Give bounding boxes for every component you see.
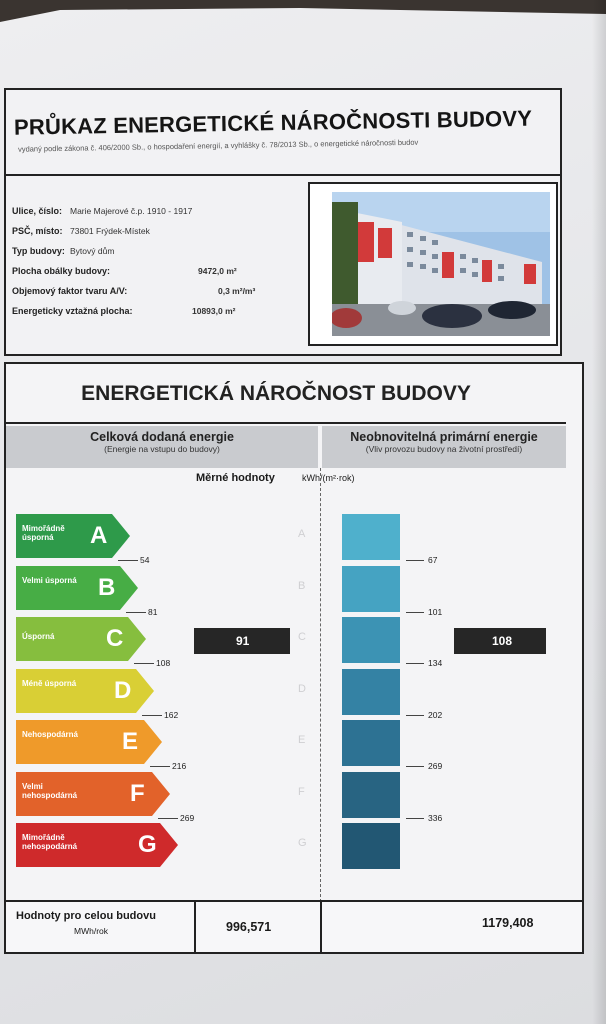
info-value: 9472,0 m² xyxy=(198,266,237,276)
class-letter: A xyxy=(90,522,108,549)
energy-performance-section xyxy=(4,362,584,954)
class-name: Úsporná xyxy=(22,632,55,641)
totals-divider xyxy=(320,902,322,952)
primary-energy-block-a xyxy=(342,514,400,560)
building-photo-frame xyxy=(308,182,558,346)
values-label: Měrné hodnoty xyxy=(196,472,275,484)
class-name: Mimořádně nehospodárná xyxy=(22,833,78,851)
class-name: Méně úsporná xyxy=(22,678,77,688)
certificate-header xyxy=(4,88,562,356)
section-divider xyxy=(6,422,566,424)
left-limit-label: 54 xyxy=(140,555,150,565)
class-letter: D xyxy=(114,676,132,704)
class-arrow-f xyxy=(16,772,172,816)
right-column-title: Neobnovitelná primární energie xyxy=(350,430,538,444)
class-name: Mimořádně úsporná xyxy=(22,524,65,542)
right-total-value: 1179,408 xyxy=(482,916,534,930)
class-letter-faint: F xyxy=(298,785,305,798)
class-letter-faint: B xyxy=(298,579,306,592)
left-limit-label: 216 xyxy=(172,761,187,771)
class-letter: E xyxy=(122,728,139,755)
left-limit-label: 108 xyxy=(156,658,171,668)
class-arrow-a xyxy=(16,514,132,558)
totals-row xyxy=(6,900,582,952)
info-label: Ulice, číslo: xyxy=(12,206,63,216)
right-limit-label: 101 xyxy=(428,606,443,617)
right-rating-badge xyxy=(454,628,546,654)
class-letter: G xyxy=(138,831,157,858)
right-limit-label: 67 xyxy=(428,555,438,565)
unit-label: kWh/(m²·rok) xyxy=(302,473,355,483)
class-letter-faint: D xyxy=(298,682,306,695)
class-letter: C xyxy=(106,625,124,652)
class-letter: B xyxy=(98,573,116,601)
right-column-subtitle: (Vliv provozu budovy na životní prostředí) xyxy=(365,444,523,454)
info-value: Bytový dům xyxy=(70,246,115,256)
limit-tick xyxy=(150,766,170,767)
limit-tick xyxy=(142,715,162,716)
class-name: Nehospodárná xyxy=(22,730,79,739)
class-letter-faint: G xyxy=(298,837,307,849)
left-column-header xyxy=(6,426,318,468)
left-column-title: Celková dodaná energie xyxy=(90,430,234,444)
right-limit-label: 269 xyxy=(428,761,443,771)
limit-tick xyxy=(134,663,154,664)
left-column-subtitle: (Energie na vstupu do budovy) xyxy=(104,444,220,454)
limit-tick xyxy=(406,818,424,819)
right-rating-value: 108 xyxy=(492,634,513,648)
class-arrow-d xyxy=(16,669,156,713)
info-label: Objemový faktor tvaru A/V: xyxy=(12,286,128,296)
header-divider xyxy=(6,174,560,176)
primary-energy-block-g xyxy=(342,823,400,869)
primary-energy-block-f xyxy=(342,772,400,818)
left-limit-label: 162 xyxy=(164,709,179,720)
right-limit-label: 134 xyxy=(428,658,443,668)
class-name: Velmi úsporná xyxy=(22,575,77,585)
right-limit-label: 336 xyxy=(428,812,443,823)
section-title: ENERGETICKÁ NÁROČNOST BUDOVY xyxy=(81,382,471,405)
primary-energy-block-c xyxy=(342,617,400,663)
class-name: Velmi nehospodárná xyxy=(22,781,78,800)
left-limit-label: 269 xyxy=(180,812,195,823)
totals-unit: MWh/rok xyxy=(74,926,108,936)
class-arrow-b xyxy=(16,566,140,610)
class-letter-faint: E xyxy=(298,734,306,746)
right-limit-label: 202 xyxy=(428,709,443,720)
page-shadow xyxy=(592,0,606,1024)
info-label: PSČ, místo: xyxy=(12,226,63,236)
left-total-value: 996,571 xyxy=(226,920,272,934)
limit-tick xyxy=(126,612,146,613)
left-rating-badge xyxy=(194,628,290,654)
class-arrow-g xyxy=(16,823,180,867)
limit-tick xyxy=(118,560,138,561)
limit-tick xyxy=(158,818,178,819)
class-letter-faint: A xyxy=(298,528,306,540)
info-value: 73801 Frýdek-Místek xyxy=(70,226,150,236)
certificate-subtitle: vydaný podle zákona č. 406/2000 Sb., o hospodaření energií, a vyhlášky č. 78/2013 Sb., o energetické náročnosti budov xyxy=(17,137,419,154)
certificate-title: PRŮKAZ ENERGETICKÉ NÁROČNOSTI BUDOVY xyxy=(13,105,533,140)
class-letter-faint: C xyxy=(298,631,306,643)
info-label: Typ budovy: xyxy=(12,246,65,256)
class-arrow-c xyxy=(16,617,148,661)
class-arrow-e xyxy=(16,720,164,764)
limit-tick xyxy=(406,663,424,664)
left-rating-value: 91 xyxy=(236,634,250,648)
limit-tick xyxy=(406,766,424,767)
limit-tick xyxy=(406,612,424,613)
info-value: 0,3 m²/m³ xyxy=(218,286,256,296)
info-value: 10893,0 m² xyxy=(192,306,236,316)
primary-energy-block-d xyxy=(342,669,400,715)
info-value: Marie Majerové č.p. 1910 - 1917 xyxy=(70,206,193,216)
info-label: Plocha obálky budovy: xyxy=(12,266,111,276)
building-photo xyxy=(332,192,550,336)
primary-energy-block-b xyxy=(342,566,400,612)
right-column-header xyxy=(322,426,566,468)
info-label: Energeticky vztažná plocha: xyxy=(12,306,133,316)
left-limit-label: 81 xyxy=(148,606,158,617)
totals-divider xyxy=(194,902,196,952)
limit-tick xyxy=(406,560,424,561)
primary-energy-block-e xyxy=(342,720,400,766)
totals-label: Hodnoty pro celou budovu xyxy=(16,910,156,922)
column-divider xyxy=(320,468,321,902)
class-letter: F xyxy=(130,779,145,807)
limit-tick xyxy=(406,715,424,716)
